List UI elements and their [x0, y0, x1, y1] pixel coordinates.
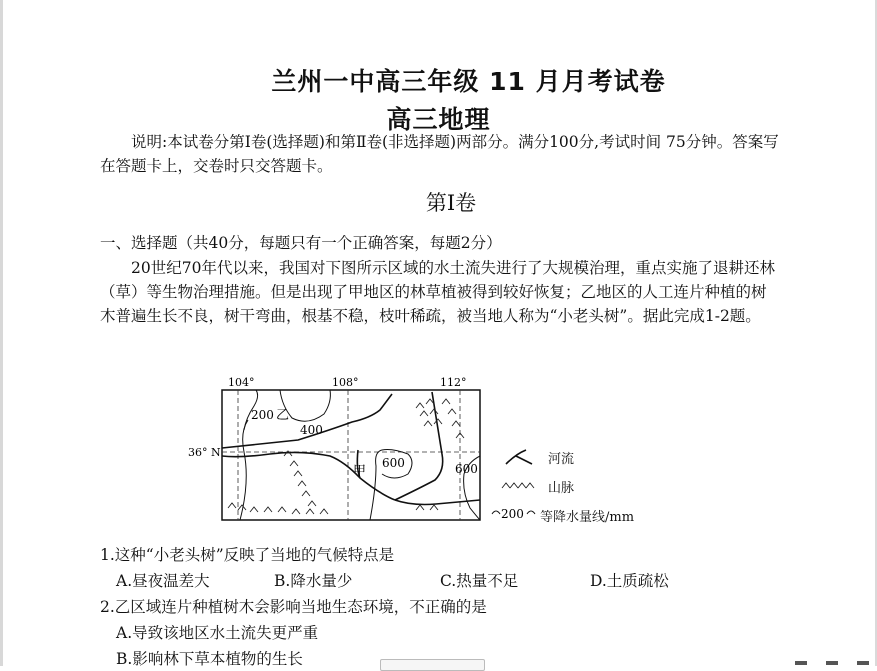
- legend-isohyet-label: 等降水量线/mm: [540, 510, 635, 525]
- question-1-stem: 1.这种“小老头树”反映了当地的气候特点是: [100, 546, 395, 564]
- legend-isohyet-sample: 200: [501, 507, 524, 521]
- legend-mountain-icon: [502, 483, 534, 488]
- isohyet-label: 200: [251, 408, 274, 422]
- intro-text: 20世纪70年代以来，我国对下图所示区域的水土流失进行了大规模治理，重点实施了退耕还林（草）等生物治理措施。但是出现了甲地区的林草植被得到较好恢复；乙地区的人工连片种植的树木普遍生长不良，树干弯曲，根基不稳，枝叶稀疏，被当地人称为“小老头树”。据此完成1-2题。: [100, 259, 775, 325]
- place-jia-label: 甲: [353, 464, 367, 479]
- question-2-option-a: A.导致该地区水土流失更严重: [116, 624, 319, 642]
- toolbar-icon[interactable]: [826, 661, 838, 665]
- instructions: 说明:本试卷分第Ⅰ卷(选择题)和第Ⅱ卷(非选择题)两部分。满分100分,考试时间 75分钟。答案写在答题卡上，交卷时只交答题卡。: [100, 133, 779, 175]
- section-title: 第Ⅰ卷: [425, 191, 477, 215]
- place-yi-label: 乙: [276, 408, 290, 423]
- legend-river-icon: [506, 450, 532, 464]
- legend-isohyet-icon: [492, 511, 500, 514]
- legend-river-label: 河流: [548, 452, 575, 467]
- horizontal-scrollbar-thumb[interactable]: [380, 659, 485, 671]
- question-1-option-a: A.昼夜温差大: [116, 572, 210, 590]
- exam-subtitle: 高三地理: [386, 105, 491, 134]
- map-longitude-label: 108°: [332, 376, 359, 389]
- map-longitude-label: 104°: [228, 376, 255, 389]
- map-longitude-label: 112°: [440, 376, 467, 389]
- part-heading: 一、选择题（共40分，每题只有一个正确答案，每题2分）: [100, 234, 502, 252]
- legend-isohyet-icon-tail: [527, 511, 535, 514]
- isohyet-label: 600: [455, 462, 478, 476]
- exam-title: 兰州一中高三年级 11 月月考试卷: [271, 67, 666, 96]
- map-latitude-label: 36° N: [188, 446, 221, 459]
- question-2-stem: 2.乙区域连片种植树木会影响当地生态环境，不正确的是: [100, 598, 487, 616]
- toolbar-icon[interactable]: [795, 661, 807, 665]
- question-2-option-b: B.影响林下草本植物的生长: [116, 650, 303, 668]
- question-1-option-b: B.降水量少: [274, 572, 353, 590]
- isohyet-label: 600: [382, 456, 405, 470]
- isohyet-label: 400: [300, 423, 323, 437]
- question-1-option-d: D.土质疏松: [590, 572, 669, 590]
- legend-mountain-label: 山脉: [548, 481, 575, 496]
- toolbar-icon[interactable]: [857, 661, 869, 665]
- question-1-option-c: C.热量不足: [440, 572, 519, 590]
